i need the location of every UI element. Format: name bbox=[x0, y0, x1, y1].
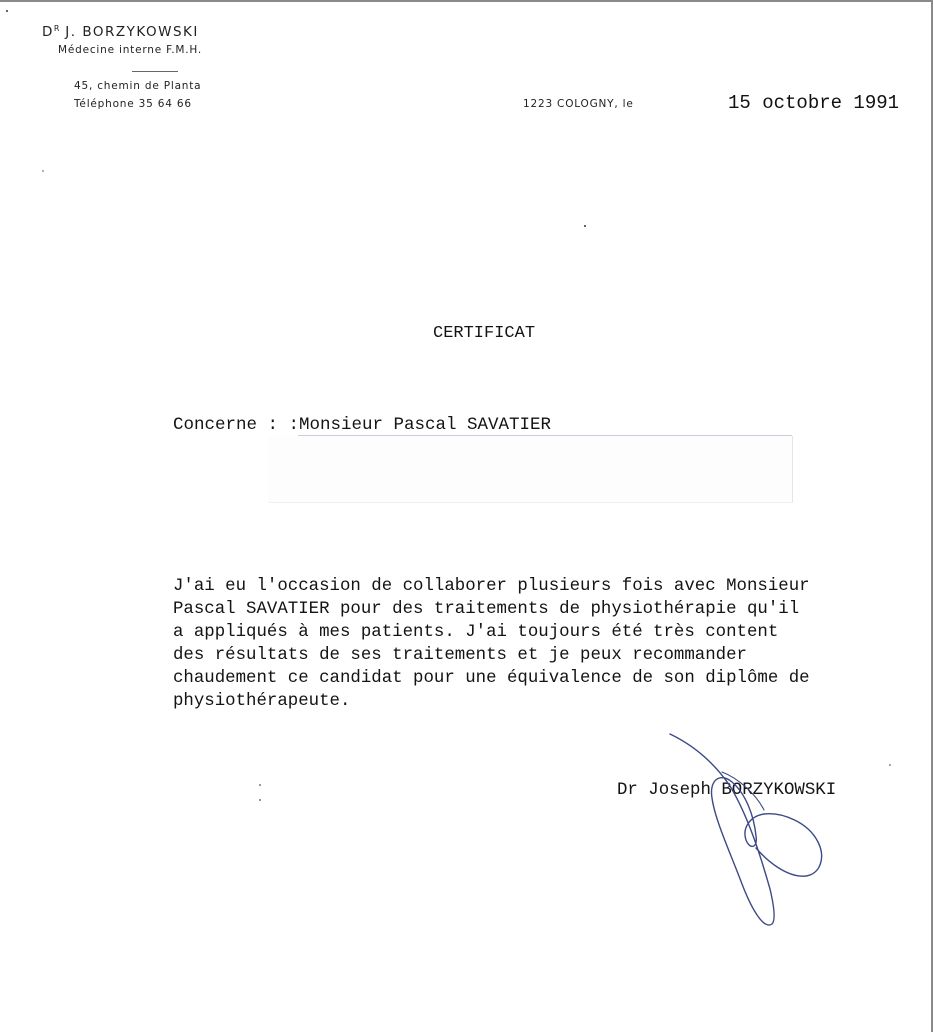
letterhead bbox=[42, 24, 203, 110]
paper-speck bbox=[259, 799, 261, 801]
paper-speck bbox=[259, 784, 261, 786]
letterhead-phone: Téléphone 35 64 66 bbox=[74, 98, 192, 110]
dateline-date: 15 octobre 1991 bbox=[728, 92, 900, 114]
document-title: CERTIFICAT bbox=[433, 324, 536, 343]
paper-speck bbox=[6, 10, 8, 12]
signatory-name: Dr Joseph BORZYKOWSKI bbox=[617, 781, 837, 800]
correction-whiteout bbox=[268, 436, 793, 503]
handwritten-signature bbox=[660, 724, 840, 934]
letter-body: J'ai eu l'occasion de collaborer plusieurs fois avec Monsieur Pascal SAVATIER pour des traitements de physiothérapie qu'il a appliqués à mes patients. J'ai toujours été très content des résultats de ses traitements et je peux recommander chaudement ce candidat pour une équivalence de son diplôme de physiothérapeute. bbox=[173, 577, 810, 711]
letterhead-doctor-name: $D^R$ J. BORZYKOWSKI bbox=[42, 24, 199, 40]
concerne-line: Concerne : :Monsieur Pascal SAVATIER bbox=[173, 415, 552, 435]
paper-speck bbox=[889, 764, 891, 766]
dateline-place: 1223 COLOGNY, le bbox=[523, 98, 634, 110]
letterhead-divider bbox=[132, 71, 178, 72]
letterhead-specialty: Médecine interne F.M.H. bbox=[58, 44, 203, 56]
paper-speck bbox=[42, 170, 44, 172]
paper-speck bbox=[584, 225, 586, 227]
letterhead-address: 45, chemin de Planta bbox=[74, 80, 202, 92]
name-prefix-superscript: R bbox=[53, 24, 60, 33]
